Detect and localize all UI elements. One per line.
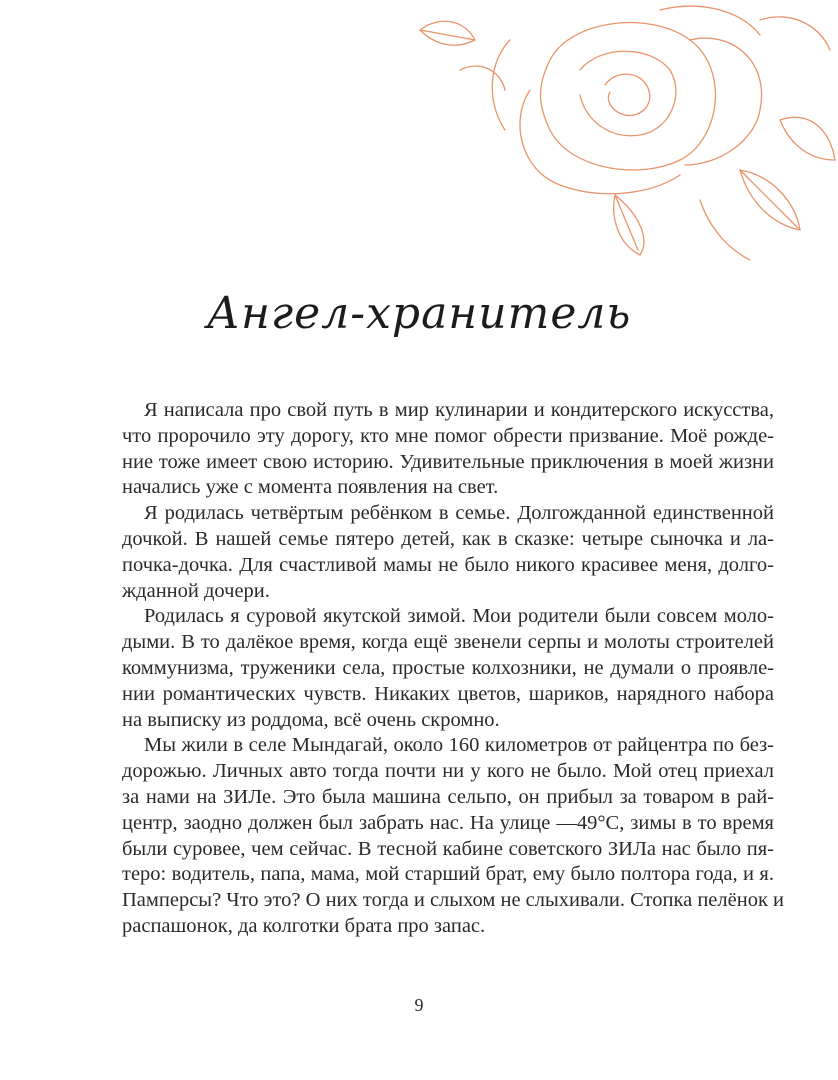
text-line: жданной дочери. bbox=[122, 579, 270, 602]
text-line: что пророчило эту дорогу, кто мне помог обрести призвание. Моё рожде- bbox=[122, 424, 774, 447]
page-title: Ангел-хранитель bbox=[206, 288, 632, 339]
paragraph bbox=[122, 398, 774, 501]
text-line: теро: водитель, папа, мама, мой старший брат, ему было полтора года, и я. bbox=[122, 863, 774, 886]
text-line: дорожью. Личных авто тогда почти ни у кого не было. Мой отец приехал bbox=[122, 760, 774, 783]
text-line: Я родилась четвёртым ребёнком в семье. Долгожданной единственной bbox=[144, 502, 774, 525]
text-line: Я написала про свой путь в мир кулинарии и кондитерского искусства, bbox=[144, 399, 774, 421]
body-text bbox=[122, 398, 785, 940]
page-number: 9 bbox=[414, 995, 424, 1015]
text-line: дочкой. В нашей семье пятеро детей, как в сказке: четыре сыночка и ла- bbox=[122, 527, 774, 550]
rose-ornament-illustration bbox=[400, 0, 838, 290]
text-line: нии романтических чувств. Никаких цветов, шариков, нарядного набора bbox=[122, 682, 774, 705]
paragraph bbox=[122, 733, 785, 939]
text-line: Родилась я суровой якутской зимой. Мои родители были совсем моло- bbox=[144, 605, 774, 628]
text-line: коммунизма, труженики села, простые колхозники, не думали о проявле- bbox=[122, 656, 774, 679]
text-line: почка-дочка. Для счастливой мамы не было никого красивее меня, долго- bbox=[122, 553, 774, 576]
leaf-icon bbox=[420, 17, 835, 260]
text-line: за нами на ЗИЛе. Это была машина сельпо, он прибыл за товаром в рай- bbox=[122, 785, 774, 808]
text-line: Памперсы? Что это? О них тогда и слыхом не слыхивали. Стопка пелёнок и bbox=[122, 889, 785, 912]
text-line: начались уже с момента появления на свет. bbox=[122, 476, 499, 499]
paragraph bbox=[122, 604, 774, 733]
text-line: дыми. В то далёкое время, когда ещё звенели серпы и молоты строителей bbox=[122, 631, 774, 654]
text-line: Мы жили в селе Мындагай, около 160 километров от райцентра по без- bbox=[144, 734, 774, 757]
text-line: центр, заодно должен был забрать нас. На улице —49°С, зимы в то время bbox=[122, 811, 774, 834]
text-line: ние тоже имеет свою историю. Удивительные приключения в моей жизни bbox=[122, 450, 774, 473]
text-line: на выписку из роддома, всё очень скромно. bbox=[122, 708, 500, 731]
text-line: были суровее, чем сейчас. В тесной кабине советского ЗИЛа нас было пя- bbox=[122, 837, 774, 860]
rose-flower-icon bbox=[492, 6, 761, 194]
text-line: распашонок, да колготки брата про запас. bbox=[122, 914, 486, 937]
paragraph bbox=[122, 501, 774, 604]
